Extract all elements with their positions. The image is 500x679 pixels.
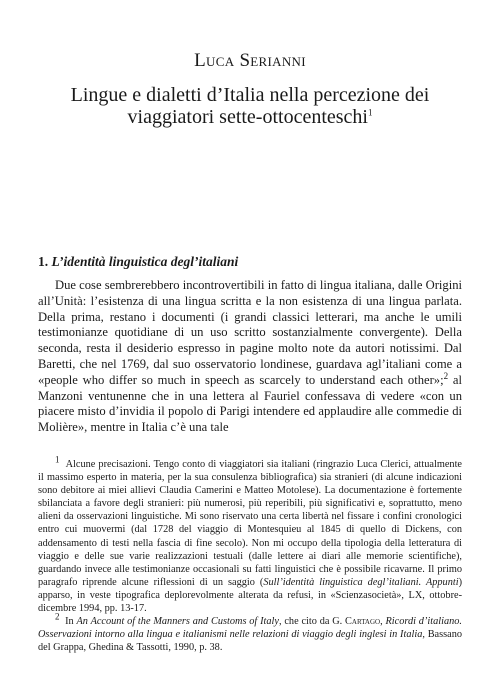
footnote-2-italic-2: Ricordi d’italiano. Osservazioni intorno alla lingua e italianismi nelle relazioni di viaggio degli inglesi in Italia (38, 616, 462, 641)
footnote-1-mark: 1 (55, 454, 60, 465)
footnote-2 (38, 611, 463, 654)
footnote-2-text-d: , Bassano del Grappa, Ghedina & Tassotti, 1990, p. 38. (38, 629, 463, 654)
footnotes (38, 454, 463, 654)
footnote-2-text-c: , (380, 616, 386, 628)
title-line-2 (0, 106, 500, 128)
paper-title (0, 84, 500, 128)
body-footnote-ref[interactable]: 2 (443, 370, 449, 381)
author-name: Luca Serianni (194, 50, 306, 71)
footnote-1-text-a: Alcune precisazioni. Tengo conto di viaggiatori sia italiani (ringrazio Luca Clerici, attualmente il massimo esperto in materia, per la sua consulenza bibliografica) sia stranieri (di alcune indicazioni sono debitore ai miei allievi Claudia Camerini e Matteo Motolese). La documentazione è fortemente sbilanciata a favore degli stranieri: più numerosi, più reperibili, più significativi e, soprattutto, meno alieni da osservazioni linguistiche. Mi sono riservato una certa libertà nel fissare i confini cronologici entro cui muovermi (dal 1728 del viaggio di Montesquieu al 1845 di quello di Dickens, con addensamento di testi nella fascia di fine secolo). Non mi occupo della tipologia della letteratura di viaggio e delle sue varie realizzazioni testuali (dalle lettere ai diari alle memorie scientifiche), guardando invece alle testimonianze occasionali su fatti linguistici che è possibile ricavarne. Il primo paragrafo riprende alcune riflessioni di un saggio ( (38, 459, 463, 588)
body-paragraph-part-2: al Manzoni ventunenne che in una lettera al Fauriel confessava di vedere «con un piacere misto d’invidia il popolo di Parigi intendere ed applaudire alle commedie di Molière», mentre in Italia c’è una tale (38, 372, 462, 435)
footnote-2-italic-1: An Account of the Manners and Customs of Italy (76, 616, 279, 628)
body-text (38, 278, 462, 436)
footnote-2-mark: 2 (55, 611, 60, 622)
footnote-2-text-b: , che cito da G. (278, 616, 346, 628)
body-paragraph-part-1: Due cose sembrerebbero incontrovertibili in fatto di lingua italiana, dalle Origini all’Unità: l’esistenza di una lingua scritta e la non esistenza di una lingua parlata. Della prima, restano i documenti (i grandi classici letterari, ma anche le umili testimonianze quotidiane di un uso scritto sostanzialmente convergente). Della seconda, resta il desiderio espresso in pagine molto note da autori notissimi. Dal Baretti, che nel 1769, dal suo osservatorio londinese, guardava agl’italiani come a «people who differ so much in speech as scarcely to understand each other»; (38, 278, 462, 387)
section-title: L’identità linguistica degl’italiani (51, 254, 239, 269)
footnote-2-author: Cartago (345, 616, 381, 628)
title-footnote-ref[interactable]: 1 (367, 107, 373, 118)
body-paragraph (38, 278, 462, 436)
section-heading (38, 254, 458, 270)
footnote-1-italic: Sull’identità linguistica degl’italiani. Appunti (263, 576, 459, 588)
section-number: 1. (38, 254, 49, 269)
title-line-2-text: viaggiatori sette-ottocenteschi (127, 106, 368, 128)
footnote-1-text-b: ) apparso, in veste tipografica deplorevolmente alterata da refusi, in «Scienzasocietà», LX, ottobre-dicembre 1994, pp. 13-17. (38, 576, 463, 615)
footnote-1 (38, 454, 463, 615)
footnote-2-text-a: In (65, 616, 77, 628)
title-line-1: Lingue e dialetti d’Italia nella percezione dei (70, 84, 430, 106)
